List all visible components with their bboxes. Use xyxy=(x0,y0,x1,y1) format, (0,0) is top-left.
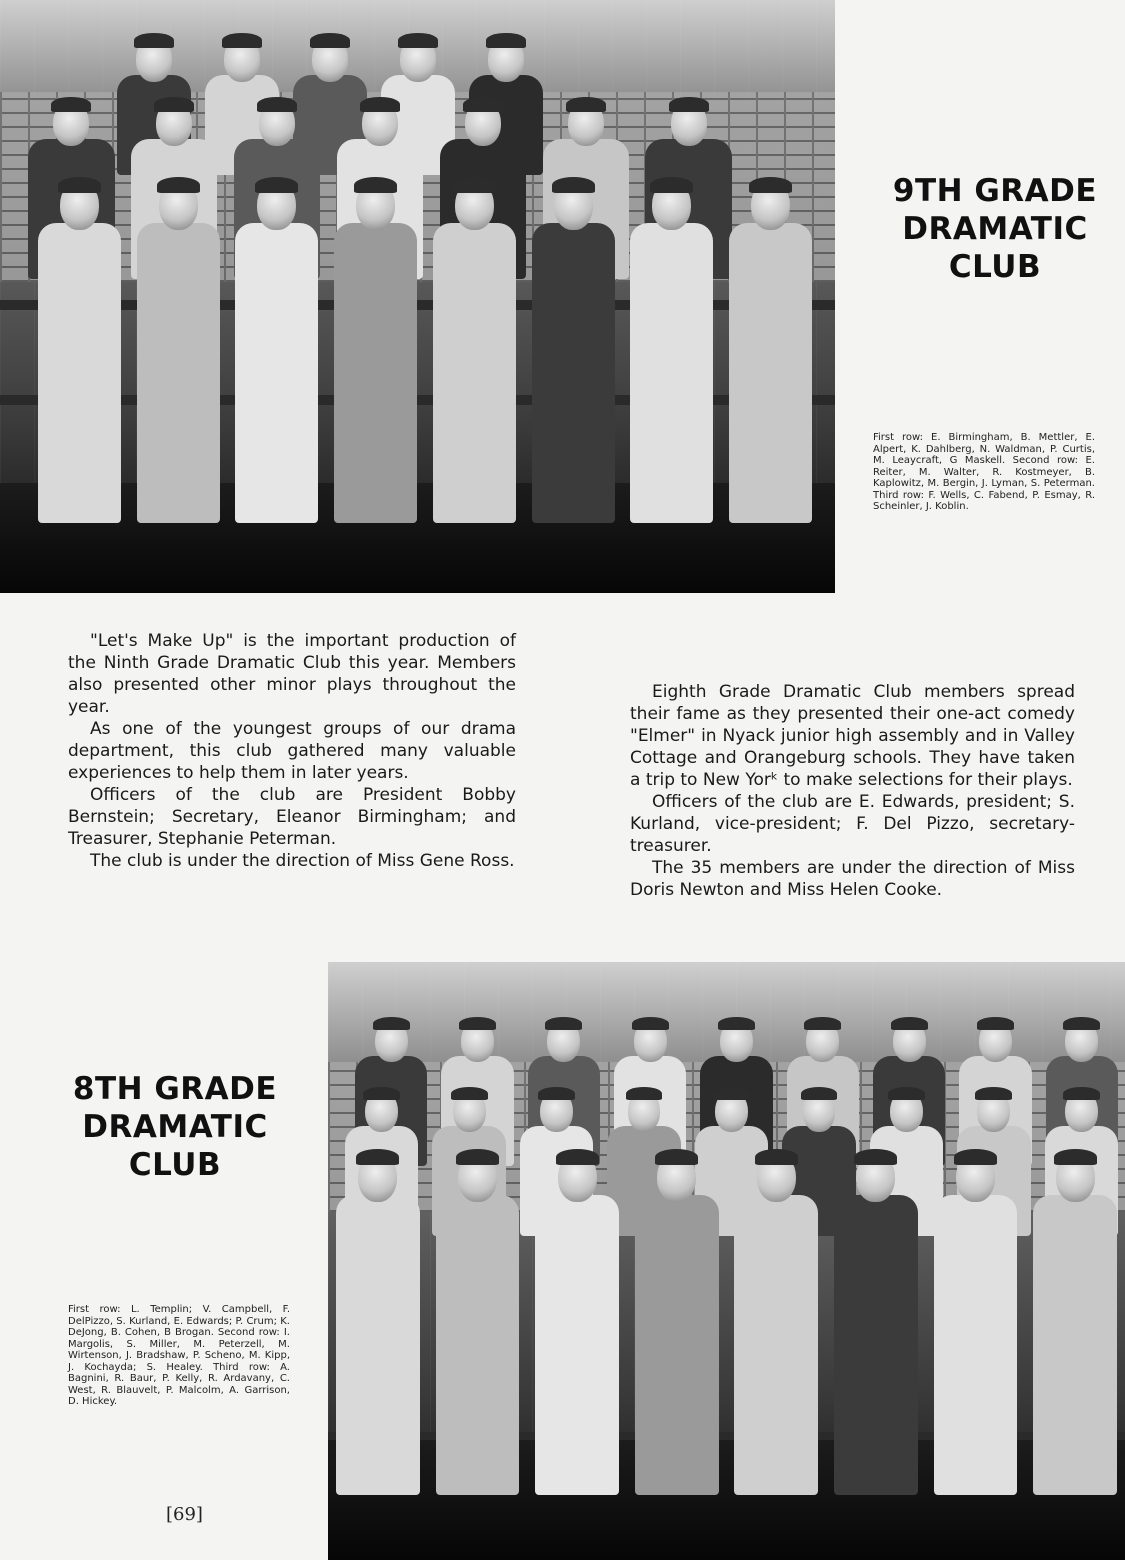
figure-hair xyxy=(1054,1149,1097,1165)
figure-hair xyxy=(58,177,101,193)
figure-hair xyxy=(310,33,350,48)
eighth-grade-article xyxy=(630,681,1075,901)
figure-hair xyxy=(749,177,792,193)
figure-hair xyxy=(977,1017,1014,1030)
title-line: 9TH GRADE xyxy=(892,173,1098,209)
eighth-grade-caption: First row: L. Templin; V. Campbell, F. DelPizzo, S. Kurland, E. Edwards; P. Crum; K. DeJong, B. Cohen, B Brogan. Second row: I. Margolis, S. Miller, M. Peterzell, M. Wirtenson, J. Bradshaw, P. Scheno, M. Kipp, J. Kochayda; S. Healey. Third row: A. Bagnini, R. Baur, P. Kelly, R. Ardavany, C. West, R. Blauvelt, P. Malcolm, A. Garrison, D. Hickey. xyxy=(68,1304,290,1407)
ninth-grade-title xyxy=(880,172,1110,286)
figure-hair xyxy=(801,1087,838,1100)
figure-hair xyxy=(891,1017,928,1030)
figure-body xyxy=(334,223,417,523)
figure-body xyxy=(729,223,812,523)
club-member-figure xyxy=(727,1152,827,1502)
figure-body xyxy=(235,223,318,523)
article-paragraph: Officers of the club are President Bobby Bernstein; Secretary, Eleanor Birmingham; and Treasurer, Stephanie Peterman. xyxy=(68,785,516,849)
figure-hair xyxy=(257,97,297,112)
figure-hair xyxy=(755,1149,798,1165)
figure-hair xyxy=(486,33,526,48)
article-paragraph: As one of the youngest groups of our drama department, this club gathered many valuable experiences to help them in later years. xyxy=(68,719,516,783)
club-member-figure xyxy=(926,1152,1026,1502)
figure-hair xyxy=(632,1017,669,1030)
figure-hair xyxy=(888,1087,925,1100)
figure-hair xyxy=(463,97,503,112)
eighth-grade-club-photo xyxy=(328,962,1125,1560)
title-line: DRAMATIC xyxy=(902,211,1088,247)
club-member-figure xyxy=(30,180,129,530)
club-member-figure xyxy=(326,180,425,530)
figure-body xyxy=(436,1195,520,1495)
figure-body xyxy=(635,1195,719,1495)
club-member-figure xyxy=(524,180,623,530)
figure-body xyxy=(1033,1195,1117,1495)
figure-hair xyxy=(954,1149,997,1165)
figure-hair xyxy=(552,177,595,193)
figure-body xyxy=(834,1195,918,1495)
figure-hair xyxy=(566,97,606,112)
title-line: CLUB xyxy=(128,1147,222,1183)
figure-hair xyxy=(453,177,496,193)
ninth-grade-club-photo xyxy=(0,0,835,593)
figure-hair xyxy=(456,1149,499,1165)
figure-body xyxy=(532,223,615,523)
figure-hair xyxy=(398,33,438,48)
figure-hair xyxy=(713,1087,750,1100)
figure-hair xyxy=(975,1087,1012,1100)
figure-hair xyxy=(1063,1087,1100,1100)
figure-body xyxy=(433,223,516,523)
figure-body xyxy=(630,223,713,523)
figure-hair xyxy=(804,1017,841,1030)
figure-hair xyxy=(354,177,397,193)
figure-hair xyxy=(255,177,298,193)
figure-hair xyxy=(538,1087,575,1100)
figure-body xyxy=(137,223,220,523)
figure-hair xyxy=(1063,1017,1100,1030)
figure-hair xyxy=(360,97,400,112)
article-paragraph: Eighth Grade Dramatic Club members spread their fame as they presented their one-act comedy "Elmer" in Nyack junior high assembly and in Valley Cottage and Orangeburg schools. They have taken a trip to New Yorᵏ to make selections for their plays. xyxy=(630,682,1075,790)
club-member-figure xyxy=(623,180,722,530)
club-member-figure xyxy=(328,1152,428,1502)
figure-hair xyxy=(356,1149,399,1165)
figure-hair xyxy=(545,1017,582,1030)
figure-hair xyxy=(459,1017,496,1030)
figure-hair xyxy=(363,1087,400,1100)
figure-hair xyxy=(154,97,194,112)
figure-body xyxy=(38,223,121,523)
figure-hair xyxy=(650,177,693,193)
figure-hair xyxy=(626,1087,663,1100)
figure-hair xyxy=(718,1017,755,1030)
figure-hair xyxy=(655,1149,698,1165)
figure-body xyxy=(934,1195,1018,1495)
figure-hair xyxy=(451,1087,488,1100)
club-member-figure xyxy=(425,180,524,530)
title-line: 8TH GRADE xyxy=(72,1071,278,1107)
figure-hair xyxy=(157,177,200,193)
figure-hair xyxy=(222,33,262,48)
title-line: DRAMATIC xyxy=(82,1109,268,1145)
article-paragraph: The club is under the direction of Miss Gene Ross. xyxy=(90,851,515,871)
figure-hair xyxy=(51,97,91,112)
article-paragraph: The 35 members are under the direction of Miss Doris Newton and Miss Helen Cooke. xyxy=(630,858,1075,900)
figure-body xyxy=(336,1195,420,1495)
figure-hair xyxy=(854,1149,897,1165)
club-member-figure xyxy=(428,1152,528,1502)
figure-hair xyxy=(373,1017,410,1030)
page-number: [69] xyxy=(166,1504,203,1525)
ninth-grade-article xyxy=(68,630,516,872)
club-member-figure xyxy=(1025,1152,1125,1502)
title-line: CLUB xyxy=(948,249,1042,285)
figure-hair xyxy=(669,97,709,112)
club-member-figure xyxy=(527,1152,627,1502)
figure-hair xyxy=(556,1149,599,1165)
article-paragraph: "Let's Make Up" is the important production of the Ninth Grade Dramatic Club this year. Members also presented other minor plays throughout the year. xyxy=(68,631,516,717)
club-member-figure xyxy=(228,180,327,530)
club-member-figure xyxy=(826,1152,926,1502)
club-member-figure xyxy=(627,1152,727,1502)
article-paragraph: Officers of the club are E. Edwards, president; S. Kurland, vice-president; F. Del Pizzo, secretary-treasurer. xyxy=(630,792,1075,856)
figure-body xyxy=(734,1195,818,1495)
figure-hair xyxy=(134,33,174,48)
ninth-grade-caption: First row: E. Birmingham, B. Mettler, E. Alpert, K. Dahlberg, N. Waldman, P. Curtis, M. Leaycraft, G Maskell. Second row: E. Reiter, M. Walter, R. Kostmeyer, B. Kaplowitz, M. Bergin, J. Lyman, S. Peterman. Third row: F. Wells, C. Fabend, P. Esmay, R. Scheinler, J. Koblin. xyxy=(873,432,1095,512)
eighth-grade-title xyxy=(60,1070,290,1184)
figure-body xyxy=(535,1195,619,1495)
club-member-figure xyxy=(721,180,820,530)
club-member-figure xyxy=(129,180,228,530)
